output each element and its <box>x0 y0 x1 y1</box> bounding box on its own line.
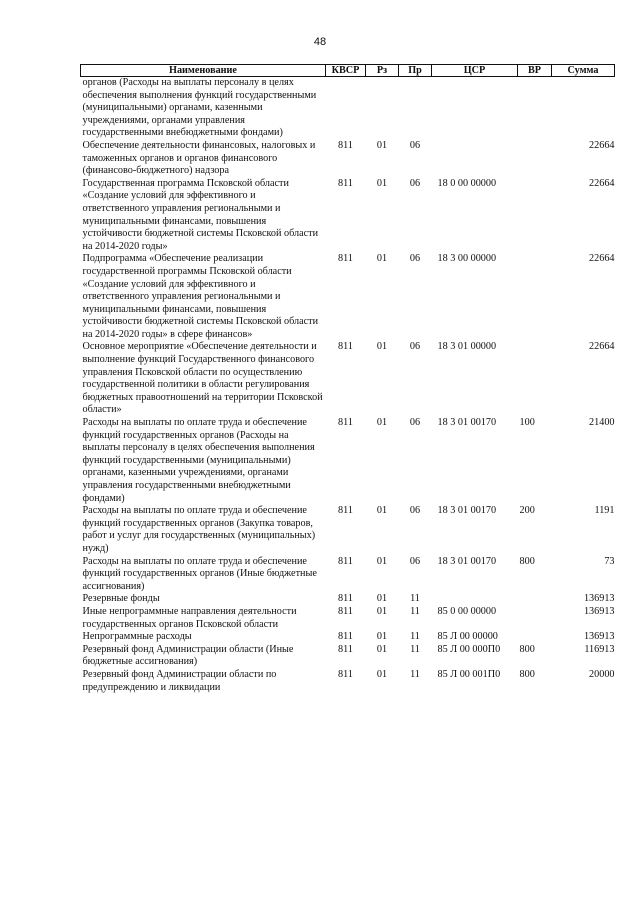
cell-name: Обеспечение деятельности финансовых, налоговых и таможенных органов и органов финансового (финансово-бюджетного) надзора <box>82 139 316 177</box>
cell-kvsr: 811 <box>338 177 353 189</box>
cell-name: Расходы на выплаты по оплате труда и обеспечение функций государственных органов (Расходы на выплаты персоналу в целях обеспечения выполнения функций государственными (муниципальными) органами, казенными учреждениями, органами управления государственными внебюджетными фондами) <box>82 417 315 504</box>
cell-pr: 11 <box>410 593 420 605</box>
cell-vr <box>518 593 552 606</box>
cell-kvsr: 811 <box>338 505 353 517</box>
table-row <box>81 140 615 178</box>
cell-vr <box>518 140 552 178</box>
cell-csr: 85 Л 00 00000 <box>437 631 498 643</box>
cell-kvsr: 811 <box>338 643 353 655</box>
cell-csr: 18 3 01 00170 <box>437 555 497 567</box>
cell-csr <box>432 593 518 606</box>
cell-csr: 18 3 01 00000 <box>437 341 497 353</box>
cell-kvsr <box>326 77 366 140</box>
table-row <box>81 606 615 631</box>
header-pr: Пр <box>399 65 432 77</box>
cell-pr: 11 <box>410 643 420 655</box>
header-rz: Рз <box>366 65 399 77</box>
cell-vr <box>518 253 552 341</box>
cell-sum: 22664 <box>589 341 615 353</box>
table-body <box>81 77 615 695</box>
table-row <box>81 631 615 644</box>
table-row <box>81 417 615 505</box>
cell-name: Непрограммные расходы <box>82 631 192 643</box>
cell-csr <box>432 140 518 178</box>
cell-csr: 18 0 00 00000 <box>437 177 497 189</box>
cell-sum: 22664 <box>589 253 615 265</box>
cell-csr: 85 Л 00 000П0 <box>437 643 501 655</box>
cell-vr <box>518 77 552 140</box>
cell-pr: 06 <box>409 253 421 265</box>
cell-sum: 22664 <box>589 177 615 189</box>
cell-rz: 01 <box>376 593 388 605</box>
cell-pr: 11 <box>410 605 420 617</box>
cell-vr <box>518 341 552 417</box>
cell-rz: 01 <box>376 417 388 429</box>
table-row <box>81 556 615 594</box>
cell-kvsr: 811 <box>338 341 353 353</box>
cell-pr: 11 <box>410 668 420 680</box>
cell-pr: 06 <box>409 177 421 189</box>
table-row <box>81 253 615 341</box>
table-row <box>81 178 615 254</box>
cell-kvsr: 811 <box>338 668 353 680</box>
cell-vr: 200 <box>519 505 535 517</box>
header-csr: ЦСР <box>432 65 518 77</box>
cell-name: Резервные фонды <box>82 593 160 605</box>
cell-vr <box>518 178 552 254</box>
cell-vr: 100 <box>519 417 535 429</box>
cell-csr: 18 3 00 00000 <box>437 253 497 265</box>
header-vr: ВР <box>518 65 552 77</box>
table-row <box>81 77 615 140</box>
cell-vr <box>518 631 552 644</box>
cell-sum: 22664 <box>589 139 615 151</box>
cell-kvsr: 811 <box>338 555 353 567</box>
cell-rz: 01 <box>376 643 388 655</box>
cell-pr: 06 <box>409 417 421 429</box>
page-number: 48 <box>313 36 327 48</box>
cell-rz: 01 <box>376 177 388 189</box>
table-row <box>81 644 615 669</box>
cell-kvsr: 811 <box>338 253 353 265</box>
table-row <box>81 593 615 606</box>
cell-vr: 800 <box>519 668 535 680</box>
cell-csr: 18 3 01 00170 <box>437 505 497 517</box>
cell-pr <box>399 77 432 140</box>
table-row <box>81 341 615 417</box>
cell-rz: 01 <box>376 605 388 617</box>
cell-pr: 06 <box>409 505 421 517</box>
cell-vr <box>518 606 552 631</box>
cell-sum: 136913 <box>583 605 615 617</box>
header-name: Наименование <box>81 65 326 77</box>
budget-table <box>80 64 615 694</box>
cell-rz: 01 <box>376 253 388 265</box>
cell-vr: 800 <box>519 555 535 567</box>
cell-sum: 136913 <box>583 593 615 605</box>
cell-csr: 85 0 00 00000 <box>437 605 497 617</box>
cell-rz <box>366 77 399 140</box>
header-kvsr: КВСР <box>326 65 366 77</box>
header-sum: Сумма <box>552 65 615 77</box>
cell-pr: 06 <box>409 139 421 151</box>
cell-sum <box>552 77 615 140</box>
cell-csr: 85 Л 00 001П0 <box>437 668 501 680</box>
cell-sum: 1191 <box>594 505 615 517</box>
cell-kvsr: 811 <box>338 593 353 605</box>
cell-sum: 73 <box>604 555 615 567</box>
cell-kvsr: 811 <box>338 417 353 429</box>
cell-name: Резервный фонд Администрации области (Иные бюджетные ассигнования) <box>82 643 294 668</box>
cell-sum: 20000 <box>589 668 615 680</box>
cell-pr: 11 <box>410 631 420 643</box>
cell-vr: 800 <box>519 643 535 655</box>
cell-sum: 136913 <box>583 631 615 643</box>
cell-name: Расходы на выплаты по оплате труда и обеспечение функций государственных органов (Закупка товаров, работ и услуг для государственных (муниципальных) нужд) <box>82 505 316 554</box>
cell-pr: 06 <box>409 341 421 353</box>
cell-name: Расходы на выплаты по оплате труда и обеспечение функций государственных органов (Иные бюджетные ассигнования) <box>82 555 317 592</box>
cell-rz: 01 <box>376 505 388 517</box>
cell-name: органов (Расходы на выплаты персоналу в целях обеспечения выполнения функций государственными (муниципальными) органами, казенными учреждениями, органами управления государственными внебюджетными фондами) <box>82 77 317 139</box>
cell-rz: 01 <box>376 668 388 680</box>
cell-rz: 01 <box>376 139 388 151</box>
table-row <box>81 669 615 694</box>
cell-name: Основное мероприятие «Обеспечение деятельности и выполнение функций Государственного финансового управления Псковской области по осуществлению государственной политики в области регулирования бюджетных правоотношений на территории Псковской области» <box>82 341 323 416</box>
cell-kvsr: 811 <box>338 605 353 617</box>
cell-sum: 116913 <box>584 643 615 655</box>
cell-sum: 21400 <box>589 417 615 429</box>
cell-rz: 01 <box>376 555 388 567</box>
cell-name: Иные непрограммные направления деятельности государственных органов Псковской области <box>82 605 297 630</box>
cell-rz: 01 <box>376 341 388 353</box>
cell-kvsr: 811 <box>338 631 353 643</box>
cell-rz: 01 <box>376 631 388 643</box>
cell-name: Государственная программа Псковской области «Создание условий для эффективного и ответственного управления региональными и муниципальными финансами, повышения устойчивости бюджетной системы Псковской области на 2014-2020 годы» <box>82 177 319 252</box>
cell-kvsr: 811 <box>338 139 353 151</box>
cell-pr: 06 <box>409 555 421 567</box>
table-header-row <box>81 65 615 77</box>
cell-name: Подпрограмма «Обеспечение реализации государственной программы Псковской области «Создание условий для эффективного и ответственного управления региональными и муниципальными финансами, повышения устойчивости бюджетной системы Псковской области на 2014-2020 годы» в сфере финансов» <box>82 253 319 340</box>
cell-csr <box>432 77 518 140</box>
cell-name: Резервный фонд Администрации области по предупреждению и ликвидации <box>82 668 277 693</box>
table-row <box>81 505 615 555</box>
cell-csr: 18 3 01 00170 <box>437 417 497 429</box>
